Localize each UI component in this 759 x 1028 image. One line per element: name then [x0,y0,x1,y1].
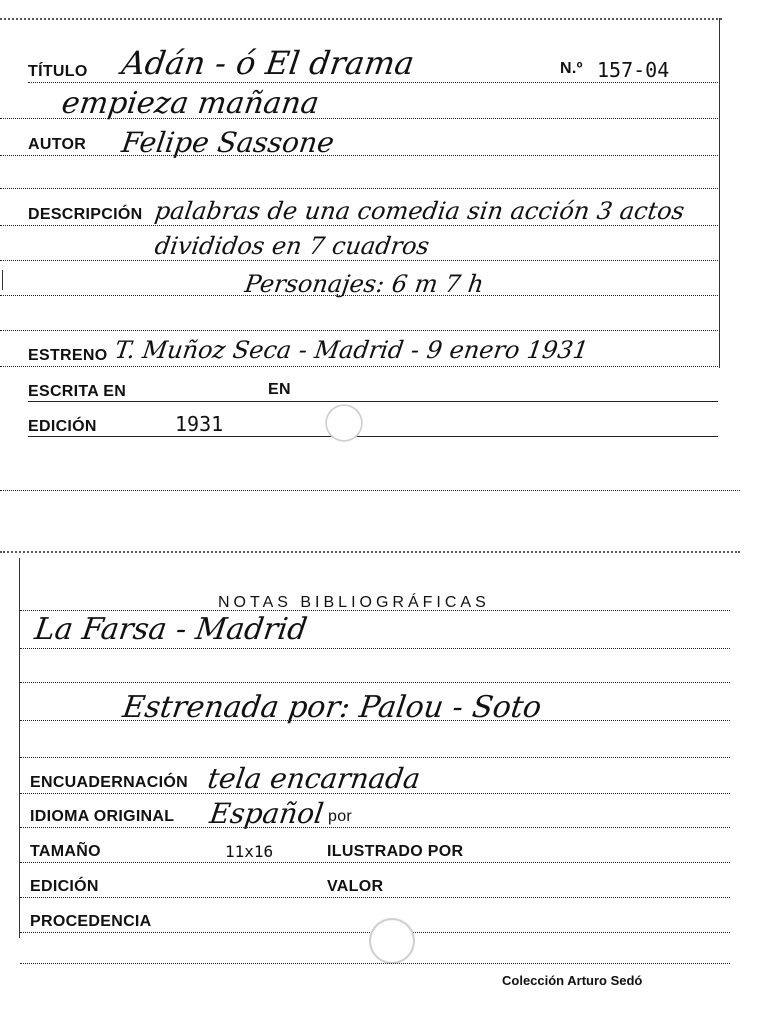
note-line-3 [20,720,730,721]
descripcion-value: palabras de una comedia sin acción 3 actos [153,197,687,225]
titulo-value-cont: empieza mañana [59,86,322,121]
encuadernacion-value: tela encarnada [205,762,423,795]
descripcion-line [0,225,718,226]
top-card-left-edge [2,270,3,290]
descripcion-value-2: divididos en 7 cuadros [153,232,432,260]
en-label: EN [268,381,291,398]
note-line-1 [20,648,730,649]
autor-line [0,155,718,156]
note-2: Estrenada por: Palou - Soto [120,690,544,725]
estreno-value: T. Muñoz Seca - Madrid - 9 enero 1931 [113,336,591,364]
valor-label: VALOR [327,878,384,895]
edicion-value: 1931 [175,412,224,436]
top-card-top-edge [0,18,722,20]
descripcion-label: DESCRIPCIÓN [28,206,143,223]
edicion-label: EDICIÓN [28,418,97,435]
tamano-line [20,862,730,863]
notas-heading: NOTAS BIBLIOGRÁFICAS [218,594,490,611]
autor-label: AUTOR [28,136,87,153]
descripcion-line-3 [0,295,718,296]
idioma-value: Español [207,797,326,830]
ink-blot-2 [368,912,416,970]
blank-line-2 [0,330,718,331]
titulo-label: TÍTULO [28,63,88,80]
titulo-value: Adán - ó El drama [119,44,417,82]
escrita-label: ESCRITA EN [28,383,127,400]
tamano-value: 11x16 [225,842,274,861]
encuadernacion-label: ENCUADERNACIÓN [30,774,188,791]
ilustrado-label: ILUSTRADO POR [327,843,464,860]
estreno-line [0,366,718,367]
note-1: La Farsa - Madrid [32,612,310,647]
blank-line [0,188,718,189]
heading-line [20,610,730,611]
edicion-line-bottom [20,897,730,898]
bottom-card-top-edge [0,551,740,553]
titulo-line-2 [0,118,718,119]
edicion-line [28,436,718,437]
ink-blot [320,404,368,442]
por-label: por [328,808,353,825]
autor-value: Felipe Sassone [119,126,337,159]
descripcion-value-3: Personajes: 6 m 7 h [243,270,486,298]
footer-collection: Colección Arturo Sedó [502,973,643,988]
procedencia-label: PROCEDENCIA [30,913,152,930]
titulo-line [28,82,718,83]
estreno-label: ESTRENO [28,347,108,364]
idioma-label: IDIOMA ORIGINAL [30,808,175,825]
encuadernacion-line [20,793,730,794]
idioma-line [20,827,730,828]
escrita-line [28,401,718,402]
tamano-label: TAMAÑO [30,843,101,860]
top-card-bottom-edge [0,490,740,491]
bottom-line [20,963,730,964]
top-card-right-edge [719,18,720,368]
descripcion-line-2 [0,260,718,261]
edicion-label-bottom: EDICIÓN [30,878,99,895]
bottom-card-left-edge [19,558,20,938]
note-line-4 [20,757,730,758]
number-value: 157-04 [597,58,670,82]
number-label: N.º [560,60,583,77]
note-line-2 [20,682,730,683]
